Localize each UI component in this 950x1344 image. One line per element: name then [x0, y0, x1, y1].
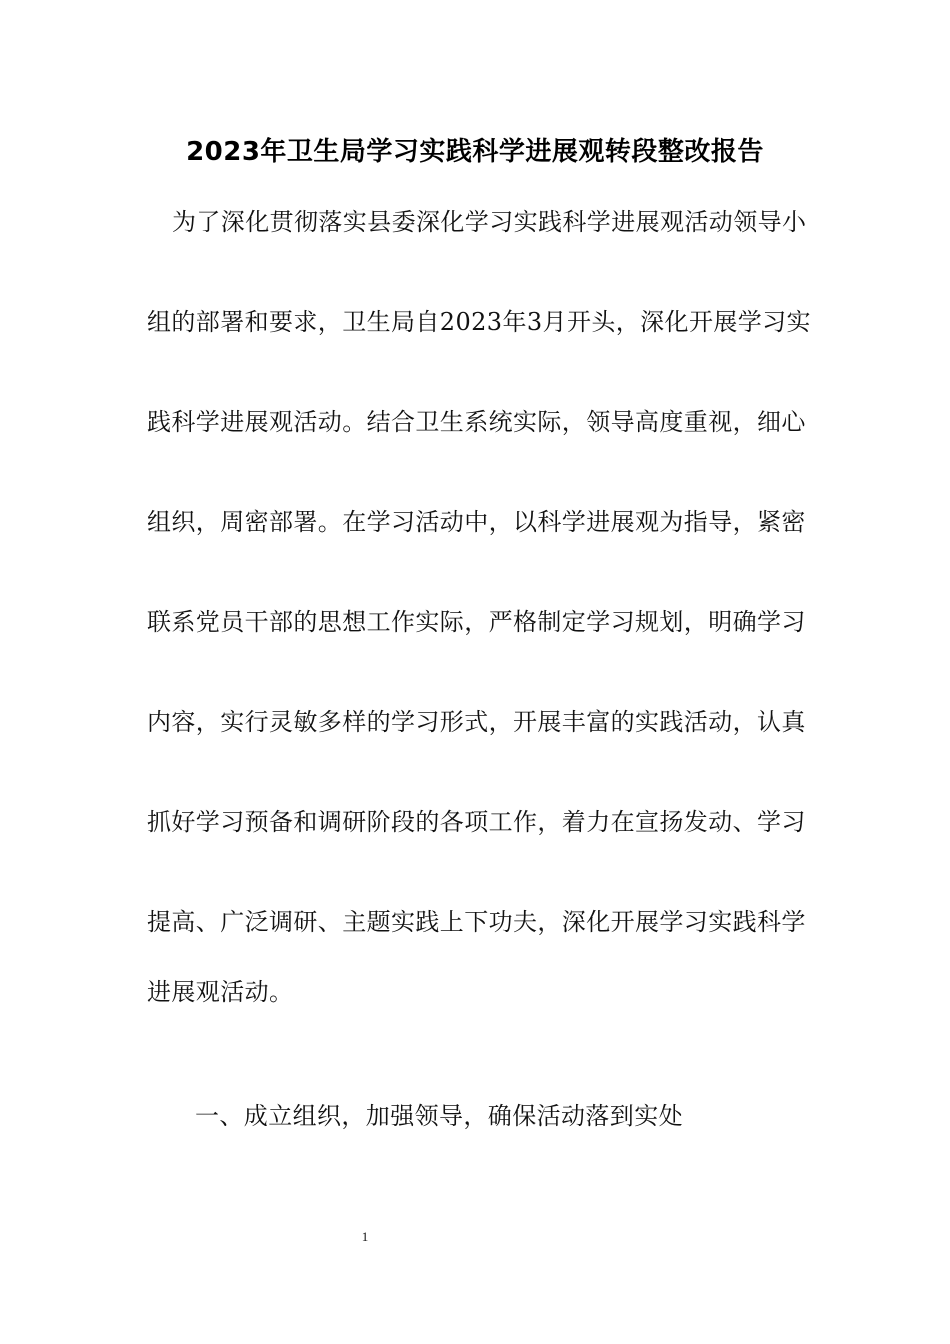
paragraph-line: 联系党员干部的思想工作实际，严格制定学习规划，明确学习	[147, 608, 806, 636]
paragraph-line: 抓好学习预备和调研阶段的各项工作，着力在宣扬发动、学习	[147, 808, 806, 836]
paragraph-line: 为了深化贯彻落实县委深化学习实践科学进展观活动领导小	[172, 208, 807, 236]
paragraph-line: 进展观活动。	[147, 978, 294, 1006]
paragraph-line: 内容，实行灵敏多样的学习形式，开展丰富的实践活动，认真	[147, 708, 806, 736]
page-number: 1	[361, 1229, 369, 1244]
paragraph-line: 组的部署和要求，卫生局自2023年3月开头，深化开展学习实	[147, 308, 811, 336]
section-heading: 一、成立组织，加强领导，确保活动落到实处	[195, 1102, 683, 1130]
paragraph-line: 提高、广泛调研、主题实践上下功夫，深化开展学习实践科学	[147, 908, 806, 936]
paragraph-line: 组织，周密部署。在学习活动中，以科学进展观为指导，紧密	[147, 508, 806, 536]
paragraph-line: 践科学进展观活动。结合卫生系统实际，领导高度重视，细心	[147, 408, 806, 436]
document-title: 2023年卫生局学习实践科学进展观转段整改报告	[186, 137, 764, 167]
